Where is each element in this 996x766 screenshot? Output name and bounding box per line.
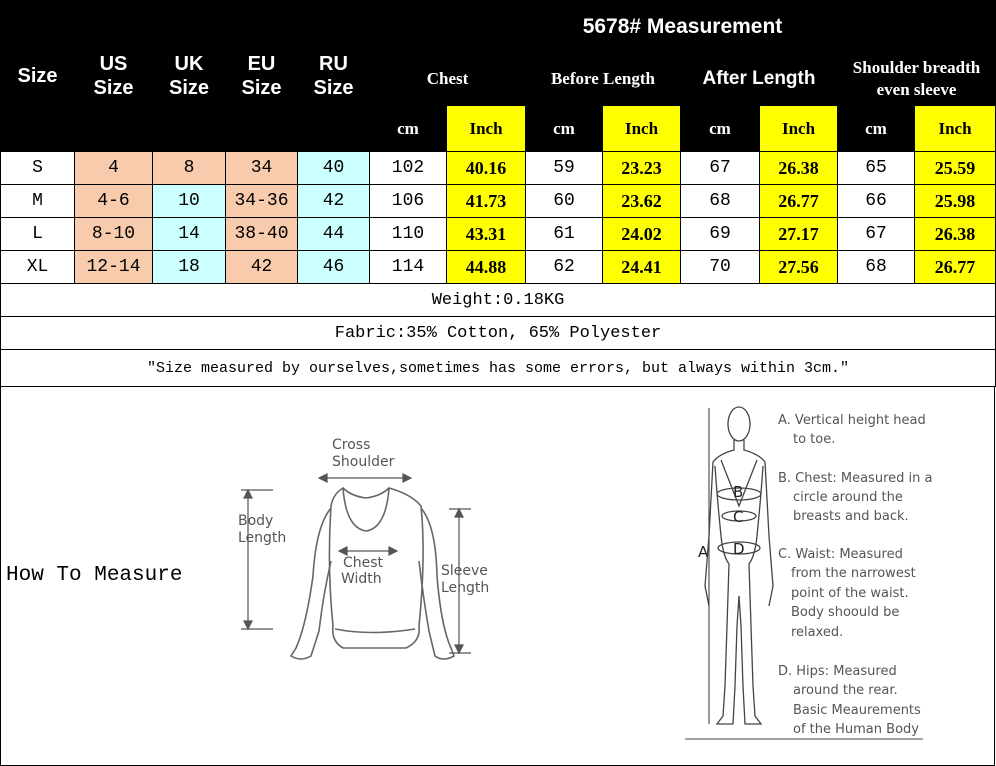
- unit-inch: Inch: [760, 106, 838, 152]
- sleeve-length-label-1: Sleeve: [441, 563, 488, 579]
- guide-c-line-4: Body shoould be: [791, 605, 900, 620]
- header-eu-size: EU Size: [226, 1, 298, 152]
- measure-diagrams: [1, 386, 996, 766]
- guide-b-line-2: circle around the: [793, 490, 903, 505]
- cell-eu: 38-40: [226, 218, 298, 251]
- guide-c-line-3: point of the waist.: [791, 586, 909, 601]
- cell-after-cm: 70: [681, 251, 760, 284]
- cell-chest-inch: 43.31: [447, 218, 526, 251]
- unit-inch: Inch: [915, 106, 996, 152]
- cell-chest-cm: 102: [370, 152, 447, 185]
- header-us-size: US Size: [75, 1, 153, 152]
- guide-c-line-2: from the narrowest: [791, 566, 916, 581]
- disclaimer-note: "Size measured by ourselves,sometimes has some errors, but always within 3cm.": [1, 350, 996, 387]
- cell-before-cm: 59: [526, 152, 603, 185]
- weight-note: Weight:0.18KG: [1, 284, 996, 317]
- cell-before-inch: 23.23: [603, 152, 681, 185]
- cell-us: 12-14: [75, 251, 153, 284]
- how-to-measure-label: How To Measure: [6, 564, 183, 587]
- header-uk-size: UK Size: [153, 1, 226, 152]
- body-letter-a: A: [698, 543, 709, 561]
- cell-shoulder-inch: 25.98: [915, 185, 996, 218]
- cell-after-inch: 27.56: [760, 251, 838, 284]
- cell-chest-cm: 110: [370, 218, 447, 251]
- cell-chest-inch: 41.73: [447, 185, 526, 218]
- cross-shoulder-label-2: Shoulder: [332, 454, 395, 470]
- cell-before-cm: 60: [526, 185, 603, 218]
- cell-before-inch: 23.62: [603, 185, 681, 218]
- header-before-length: Before Length: [526, 53, 681, 106]
- cell-us: 8-10: [75, 218, 153, 251]
- header-chest: Chest: [370, 53, 526, 106]
- cell-size: M: [1, 185, 75, 218]
- cell-shoulder-inch: 26.38: [915, 218, 996, 251]
- cell-after-cm: 69: [681, 218, 760, 251]
- cell-eu: 34-36: [226, 185, 298, 218]
- body-guide-text: [778, 413, 932, 737]
- cell-ru: 42: [298, 185, 370, 218]
- sleeve-length-label-2: Length: [441, 580, 490, 596]
- unit-cm: cm: [370, 106, 447, 152]
- guide-d-line-1: D. Hips: Measured: [778, 664, 897, 679]
- body-figure: [705, 407, 773, 724]
- cell-size: L: [1, 218, 75, 251]
- cross-shoulder-label-1: Cross: [332, 437, 371, 453]
- guide-d-line-3: Basic Meaurements: [793, 703, 921, 718]
- cell-after-inch: 27.17: [760, 218, 838, 251]
- cell-chest-cm: 106: [370, 185, 447, 218]
- table-row: [1, 185, 996, 218]
- cell-chest-inch: 40.16: [447, 152, 526, 185]
- guide-d-line-2: around the rear.: [793, 683, 898, 698]
- guide-b-line-1: B. Chest: Measured in a: [778, 471, 933, 486]
- table-row: [1, 152, 996, 185]
- guide-c-line-5: relaxed.: [791, 625, 844, 640]
- cell-before-cm: 62: [526, 251, 603, 284]
- cell-ru: 40: [298, 152, 370, 185]
- guide-a-line-1: A. Vertical height head: [778, 413, 926, 428]
- header-after-length: After Length: [681, 53, 838, 106]
- cell-chest-cm: 114: [370, 251, 447, 284]
- cell-ru: 44: [298, 218, 370, 251]
- cell-shoulder-inch: 26.77: [915, 251, 996, 284]
- unit-cm: cm: [526, 106, 603, 152]
- body-letter-c: C: [733, 508, 744, 526]
- cell-uk: 14: [153, 218, 226, 251]
- chest-width-label-2: Width: [341, 571, 382, 587]
- cell-before-inch: 24.02: [603, 218, 681, 251]
- body-length-label-2: Length: [238, 530, 287, 546]
- cell-shoulder-cm: 67: [838, 218, 915, 251]
- measurement-title: 5678# Measurement: [370, 1, 996, 53]
- fabric-note: Fabric:35% Cotton, 65% Polyester: [1, 317, 996, 350]
- cell-eu: 42: [226, 251, 298, 284]
- cell-after-cm: 68: [681, 185, 760, 218]
- unit-inch: Inch: [447, 106, 526, 152]
- cell-eu: 34: [226, 152, 298, 185]
- cell-ru: 46: [298, 251, 370, 284]
- cell-shoulder-inch: 25.59: [915, 152, 996, 185]
- guide-b-line-3: breasts and back.: [793, 509, 909, 524]
- cell-after-inch: 26.38: [760, 152, 838, 185]
- header-size: Size: [1, 1, 75, 152]
- cell-chest-inch: 44.88: [447, 251, 526, 284]
- how-to-measure-panel: [0, 386, 995, 766]
- guide-d-line-4: of the Human Body: [793, 722, 919, 737]
- cell-after-inch: 26.77: [760, 185, 838, 218]
- header-ru-size: RU Size: [298, 1, 370, 152]
- table-row: [1, 251, 996, 284]
- body-letter-b: B: [733, 483, 744, 501]
- cell-us: 4: [75, 152, 153, 185]
- body-length-label-1: Body: [238, 513, 274, 529]
- chest-width-label-1: Chest: [343, 555, 384, 571]
- cell-shoulder-cm: 66: [838, 185, 915, 218]
- cell-before-inch: 24.41: [603, 251, 681, 284]
- unit-cm: cm: [681, 106, 760, 152]
- guide-a-line-2: to toe.: [793, 432, 836, 447]
- header-shoulder-breadth: Shoulder breadth even sleeve: [838, 53, 996, 106]
- table-row: [1, 218, 996, 251]
- unit-inch: Inch: [603, 106, 681, 152]
- cell-size: XL: [1, 251, 75, 284]
- cell-us: 4-6: [75, 185, 153, 218]
- cell-size: S: [1, 152, 75, 185]
- cell-shoulder-cm: 68: [838, 251, 915, 284]
- unit-cm: cm: [838, 106, 915, 152]
- cell-uk: 18: [153, 251, 226, 284]
- cell-after-cm: 67: [681, 152, 760, 185]
- cell-shoulder-cm: 65: [838, 152, 915, 185]
- body-letter-d: D: [733, 540, 745, 558]
- cell-uk: 8: [153, 152, 226, 185]
- cell-before-cm: 61: [526, 218, 603, 251]
- guide-c-line-1: C. Waist: Measured: [778, 547, 903, 562]
- cell-uk: 10: [153, 185, 226, 218]
